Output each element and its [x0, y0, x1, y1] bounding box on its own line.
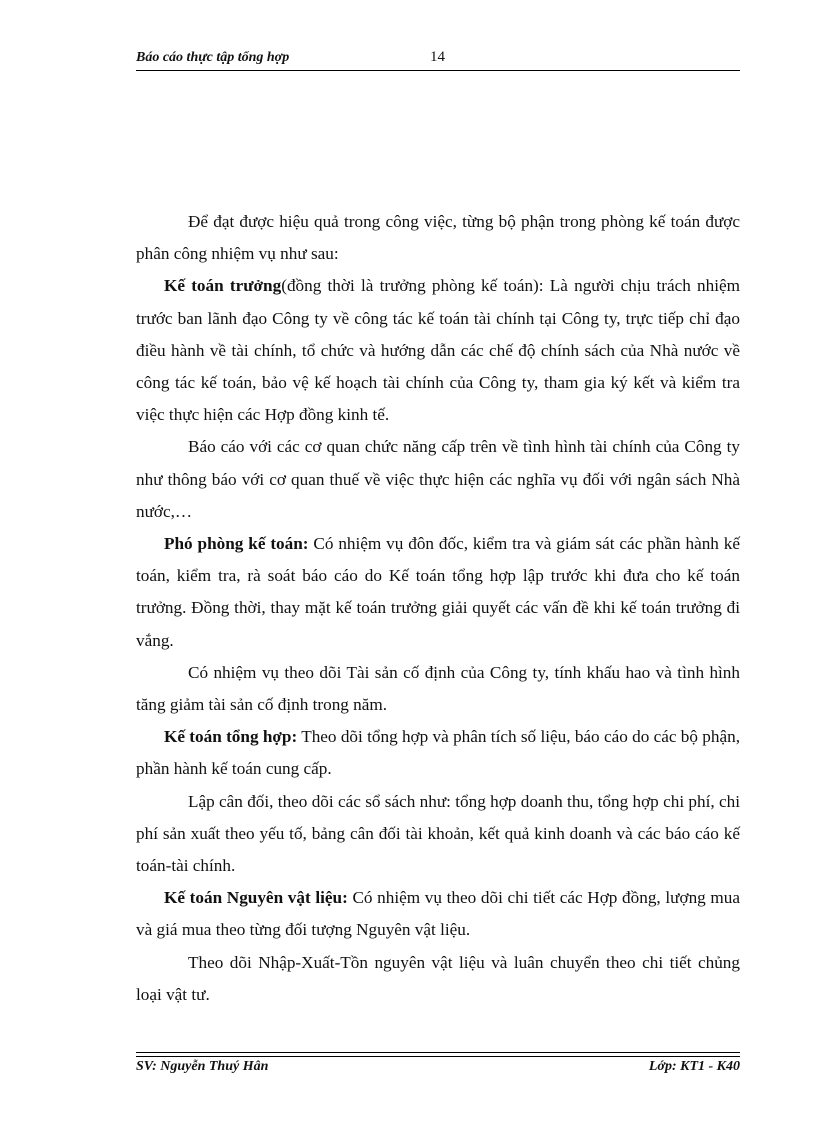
paragraph-text: Có nhiệm vụ theo dõi Tài sản cố định của Công ty, tính khấu hao và tình hình tăng giảm tài sản cố định trong năm.	[136, 662, 740, 715]
page-number: 14	[430, 49, 445, 65]
paragraph-general-accountant	[136, 721, 740, 785]
class-name: Lớp: KT1 - K40	[648, 1059, 740, 1074]
paragraph-reporting	[136, 431, 740, 528]
paragraph-text: Có nhiệm vụ theo dõi chi tiết các Hợp đồng, lượng mua và giá mua theo từng đối tượng Nguyên vật liệu.	[136, 888, 740, 940]
paragraph-text: Theo dõi tổng hợp và phân tích số liệu, báo cáo do các bộ phận, phần hành kế toán cung cấp.	[136, 727, 740, 779]
paragraph-balancing	[136, 786, 740, 883]
paragraph-text: Theo dõi Nhập-Xuất-Tồn nguyên vật liệu và luân chuyển theo chi tiết chủng loại vật tư.	[136, 952, 740, 1004]
footer-divider-thin	[136, 1056, 740, 1057]
paragraph-text: Có nhiệm vụ đôn đốc, kiểm tra và giám sát các phần hành kế toán, kiểm tra, rà soát báo cáo do Kế toán tổng hợp lập trước khi đưa cho kế toán trưởng. Đồng thời, thay mặt kế toán trưởng giải quyết các vấn đề khi kế toán trưởng đi vắng.	[136, 534, 740, 650]
term-chief-accountant: Kế toán trưởng	[164, 276, 282, 296]
term-deputy-head: Phó phòng kế toán:	[164, 534, 309, 554]
page-header	[136, 48, 740, 71]
paragraph-materials-accountant	[136, 882, 740, 946]
paragraph-inventory	[136, 947, 740, 1011]
paragraph-text: Lập cân đối, theo dõi các sổ sách như: tổng hợp doanh thu, tổng hợp chi phí, chi phí sản xuất theo yếu tố, bảng cân đối tài khoản, kết quả kinh doanh và các báo cáo kế toán-tài chính.	[136, 791, 740, 876]
paragraph-chief-accountant	[136, 270, 740, 431]
paragraph-text: Để đạt được hiệu quả trong công việc, từng bộ phận trong phòng kế toán được phân công nhiệm vụ như sau:	[136, 212, 740, 264]
document-body	[136, 206, 740, 1011]
paragraph-text: (đồng thời là trưởng phòng kế toán): Là người chịu trách nhiệm trước ban lãnh đạo Công ty về công tác kế toán tài chính tại Công ty, trực tiếp chỉ đạo điều hành về tài chính, tổ chức và hướng dẫn các chế độ chính sách của Nhà nước về công tác kế toán, bảo vệ kế hoạch tài chính của Công ty, tham gia ký kết và kiểm tra việc thực hiện các Hợp đồng kinh tế.	[136, 276, 740, 425]
report-title: Báo cáo thực tập tổng hợp	[136, 50, 290, 65]
term-materials-accountant: Kế toán Nguyên vật liệu:	[164, 888, 348, 908]
paragraph-text: Báo cáo với các cơ quan chức năng cấp trên về tình hình tài chính của Công ty như thông báo với cơ quan thuế về việc thực hiện các nghĩa vụ đối với ngân sách Nhà nước,…	[136, 437, 740, 521]
term-general-accountant: Kế toán tổng hợp:	[164, 727, 298, 747]
student-name: SV: Nguyễn Thuý Hân	[136, 1059, 269, 1074]
paragraph-fixed-assets	[136, 657, 740, 721]
footer-divider	[136, 1052, 740, 1053]
paragraph-deputy-head	[136, 528, 740, 657]
paragraph-intro	[136, 206, 740, 270]
